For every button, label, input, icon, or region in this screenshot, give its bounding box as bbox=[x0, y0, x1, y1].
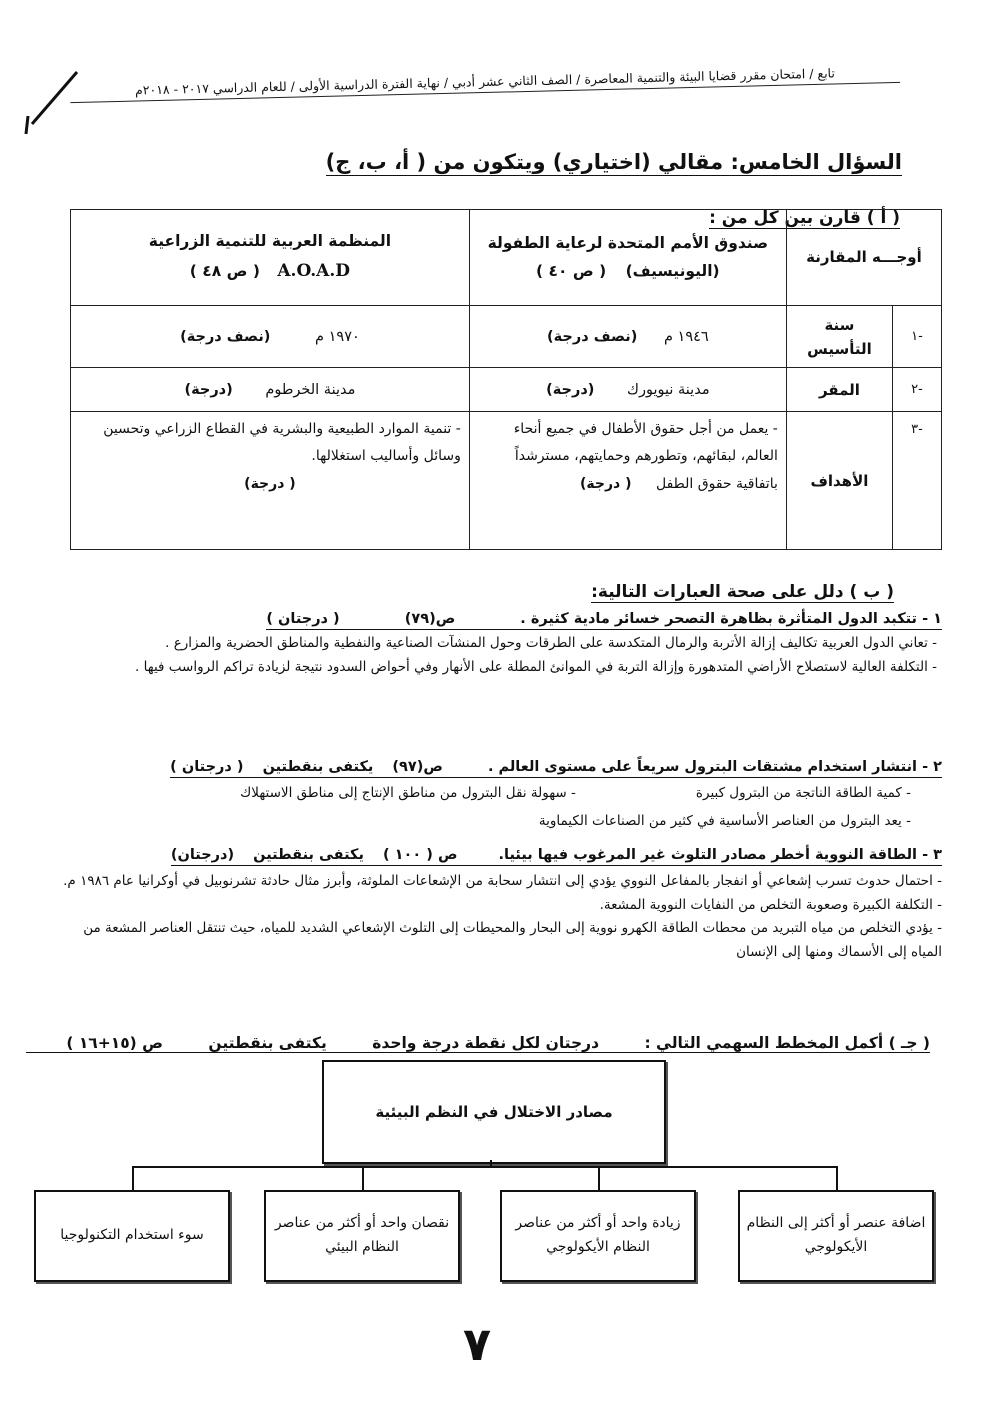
answer-point: تعاني الدول العربية تكاليف إزالة الأتربة والرمال المتكدسة على الطرقات وحول المنشآت الصناعية والنفطية والمناطق الحضرية والمزارع . bbox=[165, 635, 928, 651]
section-c-title: ( جـ ) أكمل المخطط السهمي التالي : درجتان لكل نقطة درجة واحدة يكتفى بنقطتين ص (١٥+١٦ ) bbox=[26, 1034, 930, 1053]
row-number: -٣ bbox=[893, 412, 942, 550]
aoad-cell: مدينة الخرطوم (درجة) bbox=[71, 368, 470, 412]
answer-point: يعد البترول من العناصر الأساسية في كثير من الصناعات الكيماوية bbox=[538, 812, 902, 829]
grade-label: (نصف درجة) bbox=[547, 328, 638, 345]
grade-label: ( درجة) bbox=[580, 475, 632, 492]
page-number: ٧ bbox=[462, 1317, 492, 1371]
table-row bbox=[71, 306, 942, 368]
grade-label: (درجتان) bbox=[170, 847, 235, 863]
row-number: -٢ bbox=[893, 368, 942, 412]
row-label: سنة التأسيس bbox=[786, 306, 892, 368]
diagram-leaf-box: زيادة واحد أو أكثر من عناصر النظام الأيكولوجي bbox=[500, 1190, 696, 1282]
unicef-cell: مدينة نيويورك (درجة) bbox=[469, 368, 786, 412]
diagram-leaf-box: اضافة عنصر أو أكثر إلى النظام الأيكولوجي bbox=[738, 1190, 934, 1282]
answer-point: يؤدي التخلص من مياه التبريد من محطات الطاقة الكهرو نووية إلى البحار والمحيطات إلى التلوث الإشعاعي الشديد للمياه، حيث تنتقل العناصر المشعة من المياه إلى الأسماك ومنها إلى الإنسان bbox=[83, 920, 942, 960]
statement-3: ٣ - الطاقة النووية أخطر مصادر التلوث غير المرغوب فيها بيئيا. ص ( ١٠٠ ) يكتفى بنقطتين (درجتان) bbox=[171, 846, 942, 866]
page-ref: ص(٧٩) bbox=[404, 611, 456, 627]
answer-point: احتمال حدوث تسرب إشعاعي أو انفجار بالمفاعل النووي يؤدي إلى انتشار سحابة من الإشعاعات الملوثة، وأبرز مثال حادثة تشرنوبيل في أوكرانيا عام ١٩٨٦ م. bbox=[63, 873, 933, 889]
row-label: الأهداف bbox=[786, 412, 892, 550]
aoad-cell: - تنمية الموارد الطبيعية والبشرية في القطاع الزراعي وتحسين وسائل وأساليب استغلالها. ( درجة) bbox=[71, 412, 470, 550]
extra-note: يكتفى بنقطتين bbox=[262, 759, 374, 775]
page-ref: ص(٩٧) bbox=[392, 759, 443, 775]
grade-label: (درجة) bbox=[184, 381, 233, 398]
statement-2-answer: - كمية الطاقة الناتجة من البترول كبيرة - سهولة نقل البترول من مناطق الإنتاج إلى مناطق الاستهلاك - يعد البترول من العناصر الأساسية في كثير من الصناعات الكيماوية bbox=[240, 785, 911, 829]
row-label: المقر bbox=[786, 368, 892, 412]
table-header-row bbox=[71, 210, 942, 306]
header-aspect: أوجـــه المقارنة bbox=[786, 210, 941, 306]
row-number: -١ bbox=[893, 306, 942, 368]
connector-line bbox=[836, 1166, 838, 1190]
page-ref: ص ( ١٠٠ ) bbox=[382, 847, 458, 863]
statement-2: ٢ - انتشار استخدام مشتقات البترول سريعاً على مستوى العالم . ص(٩٧) يكتفى بنقطتين ( درجتان ) bbox=[170, 758, 942, 778]
section-a-title: ( أ ) قارن بين كل من : bbox=[709, 208, 900, 228]
connector-line bbox=[362, 1166, 364, 1190]
answer-point: التكلفة الكبيرة وصعوبة التخلص من النفايات النووية المشعة. bbox=[599, 896, 933, 913]
aoad-sub bbox=[79, 256, 461, 287]
unicef-cell: - يعمل من أجل حقوق الأطفال في جميع أنحاء العالم، لبقائهم، وتطورهم وحمايتهم، مسترشداً باتفاقية حقوق الطفل ( درجة) bbox=[469, 412, 786, 550]
corner-pen-stroke bbox=[22, 66, 82, 136]
grade-label: درجتان لكل نقطة درجة واحدة bbox=[372, 1034, 600, 1052]
answer-point: كمية الطاقة الناتجة من البترول كبيرة bbox=[695, 785, 902, 801]
unicef-name: صندوق الأمم المتحدة لرعاية الطفولة bbox=[487, 233, 769, 252]
diagram-leaf-box: نقصان واحد أو أكثر من عناصر النظام البيئي bbox=[264, 1190, 460, 1282]
question-title: السؤال الخامس: مقالي (اختياري) ويتكون من ( أ، ب، ج) bbox=[325, 150, 902, 174]
connector-line bbox=[598, 1166, 600, 1190]
extra-note: يكتفى بنقطتين bbox=[208, 1034, 327, 1052]
section-b-title: ( ب ) دلل على صحة العبارات التالية: bbox=[591, 582, 894, 602]
answer-point: سهولة نقل البترول من مناطق الإنتاج إلى مناطق الاستهلاك bbox=[240, 785, 567, 801]
connector-line bbox=[132, 1166, 134, 1190]
unicef-cell: ١٩٤٦ م (نصف درجة) bbox=[469, 306, 786, 368]
extra-note: يكتفى بنقطتين bbox=[253, 847, 364, 863]
grade-label: ( درجة) bbox=[244, 475, 296, 492]
statement-1-answer: - تعاني الدول العربية تكاليف إزالة الأتربة والرمال المتكدسة على الطرقات وحول المنشآت الصناعية والنفطية والمناطق الحضرية والمزارع . - التكلفة العالية لاستصلاح الأراضي المتدهورة وإزالة التربة في الموانئ المطلة على الأنهار وفي أحواض السدود نتيجة لزيادة تراكم الرواسب فيها . bbox=[135, 635, 937, 675]
statement-1: ١ - تتكبد الدول المتأثرة بظاهرة التصحر خسائر مادية كثيرة . ص(٧٩) ( درجتان ) bbox=[266, 610, 942, 630]
grade-label: ( درجتان ) bbox=[170, 759, 244, 775]
unicef-sub: (اليونيسيف) ( ص ٤٠ ) bbox=[536, 261, 720, 280]
diagram-leaf-box: سوء استخدام التكنولوجيا bbox=[34, 1190, 230, 1282]
table-row bbox=[71, 412, 942, 550]
statement-3-answer: - احتمال حدوث تسرب إشعاعي أو انفجار بالمفاعل النووي يؤدي إلى انتشار سحابة من الإشعاعات الملوثة، وأبرز مثال حادثة تشرنوبيل في أوكرانيا عام ١٩٨٦ م. - التكلفة الكبيرة وصعوبة التخلص من النفايات النووية المشعة. - يؤدي التخلص من مياه التبريد من محطات الطاقة الكهرو نووية إلى البحار والمحيطات إلى التلوث الإشعاعي الشديد للمياه، حيث تنتقل العناصر المشعة من المياه إلى الأسماك ومنها إلى الإنسان bbox=[63, 873, 942, 960]
answer-point: التكلفة العالية لاستصلاح الأراضي المتدهورة وإزالة التربة في الموانئ المطلة على الأنهار وفي أحواض السدود نتيجة لزيادة تراكم الرواسب فيها . bbox=[135, 658, 928, 675]
header-aoad bbox=[71, 210, 470, 306]
unicef-ref: ( ص ٤٠ ) bbox=[536, 261, 607, 280]
grade-label: (درجة) bbox=[546, 381, 595, 398]
grade-label: (نصف درجة) bbox=[180, 328, 271, 345]
grade-label: ( درجتان ) bbox=[266, 611, 340, 627]
aoad-name: المنظمة العربية للتنمية الزراعية bbox=[148, 232, 392, 251]
exam-header: تابع / امتحان مقرر قضايا البيئة والتنمية المعاصرة / الصف الثاني عشر أدبي / نهاية الفترة الدراسية الأولى / للعام الدراسي ٢٠١٧ - ٢٠١٨م bbox=[70, 64, 900, 103]
aoad-cell: ١٩٧٠ م (نصف درجة) bbox=[71, 306, 470, 368]
table-row bbox=[71, 368, 942, 412]
connector-line bbox=[132, 1166, 838, 1168]
page-ref: ص (١٥+١٦ ) bbox=[66, 1034, 163, 1052]
aoad-ref: ( ص ٤٨ ) bbox=[189, 262, 260, 281]
aoad-abbr: A.O.A.D bbox=[277, 261, 351, 282]
diagram-root-box: مصادر الاختلال في النظم البيئية bbox=[322, 1060, 666, 1164]
comparison-table bbox=[70, 209, 942, 550]
header-unicef bbox=[469, 210, 786, 306]
